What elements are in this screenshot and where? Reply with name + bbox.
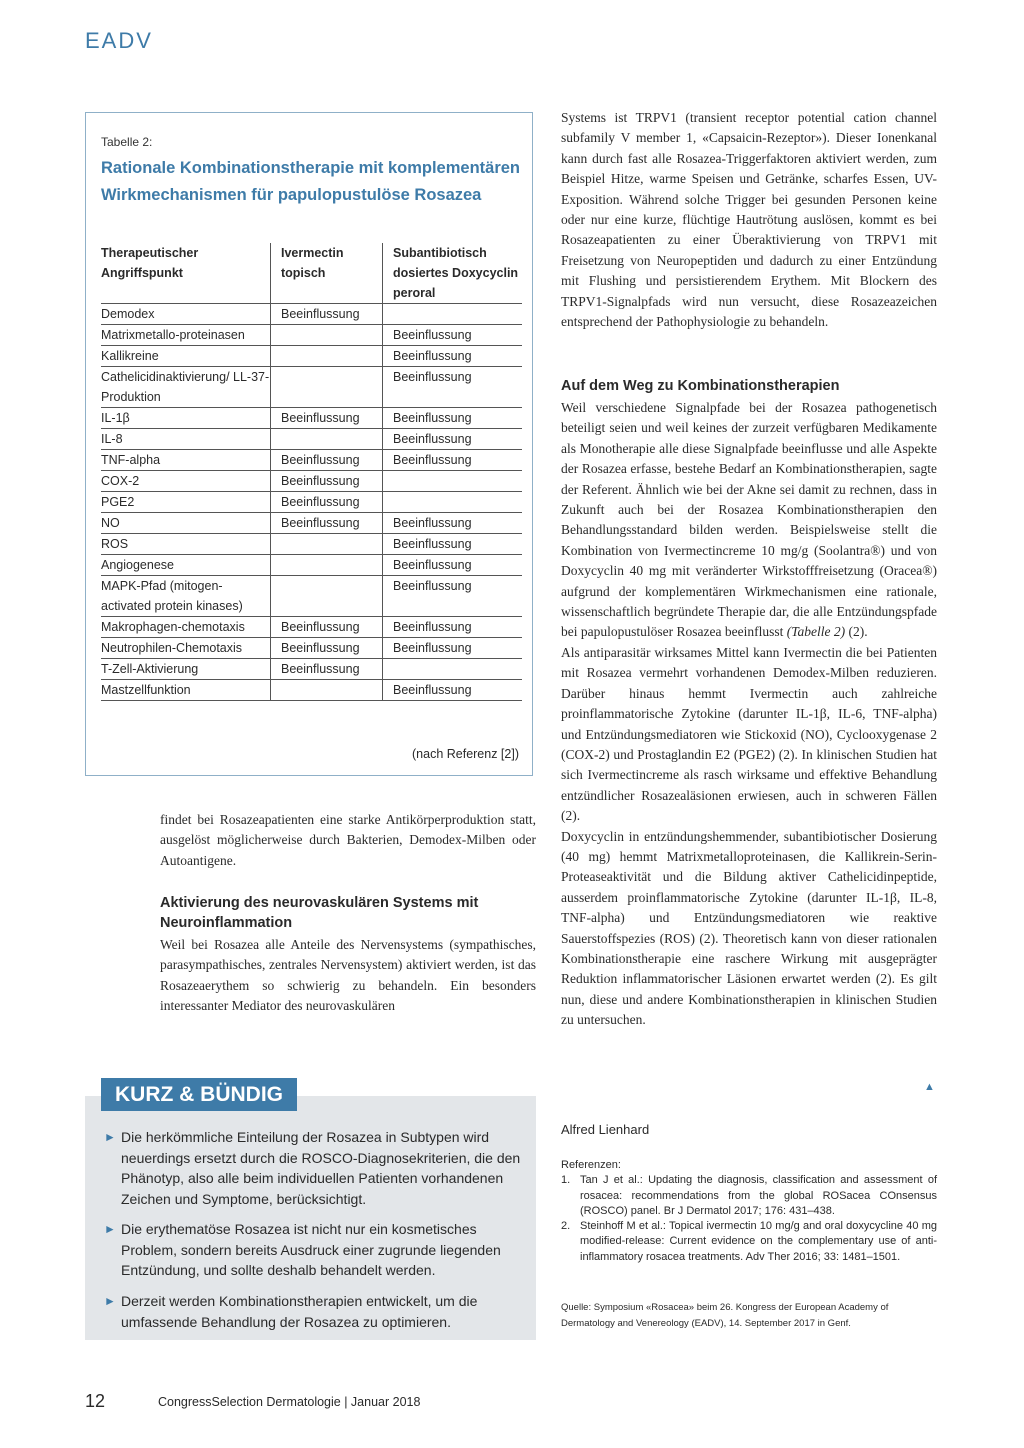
right-paragraph-1 [561,108,937,332]
table-row [101,346,522,367]
table-note: (nach Referenz [2]) [412,747,519,761]
table-row [101,555,522,576]
doxycyclin-cell [383,492,523,513]
target-cell: PGE2 [101,492,271,513]
target-cell: Demodex [101,304,271,325]
source-note: Quelle: Symposium «Rosacea» beim 26. Kongress der European Academy of Dermatology and Venereology (EADV), 14. September 2017 in Genf. [561,1302,889,1329]
doxycyclin-cell: Beeinflussung [383,576,523,617]
right-para4-text: Doxycyclin in entzündungshemmender, subantibiotischer Dosierung (40 mg) hemmt Matrixmetalloproteinasen, die Kallikrein-Serin-Proteaseaktivität und die Bildung aktiver Cathelicidinpeptide, ausserdem proinflammatorische Zytokine (darunter IL-1β, IL-8, TNF-alpha) und Entzündungsmediatoren wie reaktive Sauerstoffspezies (ROS) (2). Theoretisch kann von dieser rationalen Kombinationstherapie eine raschere Wirkung mit ausgeprägter Reduktion inflammatorischer Läsionen erwartet werden (2). Es gilt nun, diese und andere Kombinationstherapien in klinischen Studien zu untersuchen. [561,828,937,1028]
right-para2-text: Weil verschiedene Signalpfade bei der Rosazea pathogenetisch beteiligt seien und weil keines der zurzeit verfügbaren Medikamente als Monotherapie alle diese Signalpfade beeinflusse und alle Aspekte der Rosazea erfasse, bestehe Bedarf an Kombinationstherapien, sagte der Referent. Ähnlich wie bei der Akne sei damit zu rechnen, dass in Zukunft auch bei der Rosazea Kombinationstherapien den Behandlungsstandard bilden werden. Beispielsweise stellt die Kombination von Ivermectincreme 10 mg/g (Soolantra®) und von Doxycyclin 40 mg mit veränderter Wirkstofffreisetzung (Oracea®) aufgrund der komplementären Wirkmechanismen eine rationale, wissenschaftlich begründete Therapie dar, die alle Entzündungspfade bei papulopustulöser Rosazea beeinflusst (Tabelle 2) (2). [561,400,937,640]
ivermectin-cell: Beeinflussung [271,617,383,638]
table-row [101,450,522,471]
reference-text: Steinhoff M et al.: Topical ivermectin 10 mg/g and oral doxycycline 40 mg modified-release: Current evidence on the complementary use of anti-inflammatory rosacea treatments. Adv Ther 2016; 33: 1481–1501. [580,1220,937,1263]
combination-therapy-table [101,243,522,701]
author-name: Alfred Lienhard [561,1122,650,1137]
end-triangle-icon: ▲ [924,1081,935,1093]
table-row [101,408,522,429]
right-para1-text: Systems ist TRPV1 (transient receptor potential cation channel subfamily V member 1, «Capsaicin-Rezeptor»). Dieser Ionenkanal kann durch fast alle Rosazea-Triggerfaktoren aktiviert werden, zum Beispiel Hitze, warme Speisen und Getränke, scharfes Essen, UV-Exposition. Während solche Trigger bei gesunden Personen keine oder nur eine kurze, flüchtige Hautrötung auslösen, kommt es bei Rosazeapatienten zu einer Überaktivierung von TRPV1 mit Freisetzung von Neuropeptiden und dadurch zu einer Entzündung mit Flushing und persistierendem Erythem. Mit Blockern des TRPV1-Signalpfads wird nun versucht, diese Rosazeazeichen entsprechend der Pathophysiologie zu behandeln. [561,110,937,330]
target-cell: Cathelicidinaktivierung/ LL-37-Produktion [101,367,271,408]
table-row [101,492,522,513]
target-cell: Makrophagen-chemotaxis [101,617,271,638]
ivermectin-cell [271,534,383,555]
table-row [101,325,522,346]
doxycyclin-cell: Beeinflussung [383,325,523,346]
target-cell: COX-2 [101,471,271,492]
doxycyclin-cell: Beeinflussung [383,555,523,576]
table-row [101,367,522,408]
left-subheading: Aktivierung des neurovaskulären Systems mit Neuroinflammation [160,895,479,931]
left-paragraph-1 [160,810,536,871]
table-title: Rationale Kombinationstherapie mit komplementären Wirkmechanismen für papulopustulöse Rosazea [101,159,520,204]
left-paragraph-2 [160,935,536,1017]
ivermectin-cell: Beeinflussung [271,450,383,471]
ivermectin-cell: Beeinflussung [271,471,383,492]
ivermectin-cell [271,429,383,450]
doxycyclin-cell: Beeinflussung [383,367,523,408]
ivermectin-cell [271,367,383,408]
ivermectin-cell: Beeinflussung [271,492,383,513]
table-row [101,576,522,617]
target-cell: ROS [101,534,271,555]
reference-number: 2. [561,1220,571,1233]
ivermectin-cell: Beeinflussung [271,638,383,659]
doxycyclin-cell [383,471,523,492]
doxycyclin-cell [383,304,523,325]
bullet-arrow-icon: ► [104,1130,116,1144]
right-paragraph-2 [561,398,937,1031]
doxycyclin-cell: Beeinflussung [383,534,523,555]
ivermectin-cell [271,680,383,701]
doxycyclin-cell: Beeinflussung [383,346,523,367]
right-subheading: Auf dem Weg zu Kombinationstherapien [561,378,840,394]
table-row [101,680,522,701]
right-para3-text: Als antiparasitär wirksames Mittel kann Ivermectin die bei Patienten mit Rosazea vermehrt vorhandenen Demodex-Milben reduzieren. Darüber hinaus hemmt Ivermectin auch zahlreiche proinflammatorische Zytokine (darunter IL-1β, IL-6, TNF-alpha) und Entzündungsmediatoren wie Stickoxid (NO), Cyclooxygenase 2 (COX-2) und Prostaglandin E2 (PGE2) (2). In klinischen Studien hat sich Ivermectincreme als rasch wirksame und effektive Behandlung entzündlicher Rosazealäsionen erwiesen, auch in schweren Fällen (2). [561,644,937,824]
target-cell: NO [101,513,271,534]
target-cell: IL-8 [101,429,271,450]
section-header: EADV [85,28,153,53]
target-cell: IL-1β [101,408,271,429]
table-box [85,112,533,776]
table-row [101,638,522,659]
header-ivermectin: Ivermectin topisch [271,243,383,304]
table-row [101,534,522,555]
header-target: Therapeutischer Angriffspunkt [101,243,271,304]
doxycyclin-cell: Beeinflussung [383,408,523,429]
doxycyclin-cell: Beeinflussung [383,429,523,450]
reference-text: Tan J et al.: Updating the diagnosis, classification and assessment of rosacea: recommendations from the global ROSacea COnsensus (ROSCO) panel. Br J Dermatol 2017; 176: 431–438. [580,1174,937,1217]
summary-item-text: Derzeit werden Kombinationstherapien entwickelt, um die umfassende Behandlung der Rosazea zu optimieren. [121,1293,478,1330]
summary-item-text: Die erythematöse Rosazea ist nicht nur ein kosmetisches Problem, sondern bereits Ausdruck einer zugrunde liegenden Entzündung, und sollte deshalb behandelt werden. [121,1221,501,1278]
table-row [101,471,522,492]
header-doxycyclin: Subantibiotisch dosiertes Doxycyclin peroral [383,243,523,304]
table-row [101,429,522,450]
ivermectin-cell [271,576,383,617]
table-row [101,659,522,680]
left-para2-text: Weil bei Rosazea alle Anteile des Nervensystems (sympathisches, parasympathisches, zentrales Nervensystem) aktiviert werden, ist das Rosazeaerythem so schwierig zu behandeln. Ein besonders interessanter Mediator des neurovaskulären [160,937,536,1014]
publication-footer: CongressSelection Dermatologie | Januar 2018 [158,1395,421,1409]
target-cell: Neutrophilen-Chemotaxis [101,638,271,659]
bullet-arrow-icon: ► [104,1222,116,1236]
page-number: 12 [85,1391,106,1411]
ivermectin-cell [271,555,383,576]
ivermectin-cell [271,346,383,367]
table-row [101,617,522,638]
summary-item-text: Die herkömmliche Einteilung der Rosazea in Subtypen wird neuerdings ersetzt durch die ROSCO-Diagnosekriterien, die den Phänotyp, also alle beim individuellen Patienten vorhandenen Zeichen und Symptome, berücksichtigt. [121,1129,521,1207]
table-caption: Tabelle 2: [101,135,153,149]
ivermectin-cell: Beeinflussung [271,659,383,680]
doxycyclin-cell: Beeinflussung [383,513,523,534]
reference-number: 1. [561,1174,571,1187]
doxycyclin-cell [383,659,523,680]
target-cell: Kallikreine [101,346,271,367]
target-cell: TNF-alpha [101,450,271,471]
ivermectin-cell [271,325,383,346]
ivermectin-cell: Beeinflussung [271,408,383,429]
references-label: Referenzen: [561,1159,621,1171]
doxycyclin-cell: Beeinflussung [383,680,523,701]
table-reference: (Tabelle 2) [786,624,846,640]
summary-item-3 [104,1291,529,1332]
references [561,1158,937,1265]
summary-item-1 [104,1127,529,1209]
table-header-row [101,243,522,304]
reference-item-1 [561,1173,937,1219]
doxycyclin-cell: Beeinflussung [383,617,523,638]
bullet-arrow-icon: ► [104,1294,116,1308]
ivermectin-cell: Beeinflussung [271,304,383,325]
table-row [101,513,522,534]
target-cell: MAPK-Pfad (mitogen-activated protein kinases) [101,576,271,617]
target-cell: Matrixmetallo-proteinasen [101,325,271,346]
table-row [101,304,522,325]
ivermectin-cell: Beeinflussung [271,513,383,534]
target-cell: Mastzellfunktion [101,680,271,701]
reference-item-2 [561,1219,937,1265]
target-cell: Angiogenese [101,555,271,576]
summary-item-2 [104,1219,529,1281]
doxycyclin-cell: Beeinflussung [383,638,523,659]
summary-title: KURZ & BÜNDIG [101,1078,297,1111]
left-para1-text: findet bei Rosazeapatienten eine starke Antikörperproduktion statt, ausgelöst möglicherweise durch Bakterien, Demodex-Milben oder Autoantigene. [160,812,536,868]
doxycyclin-cell: Beeinflussung [383,450,523,471]
target-cell: T-Zell-Aktivierung [101,659,271,680]
